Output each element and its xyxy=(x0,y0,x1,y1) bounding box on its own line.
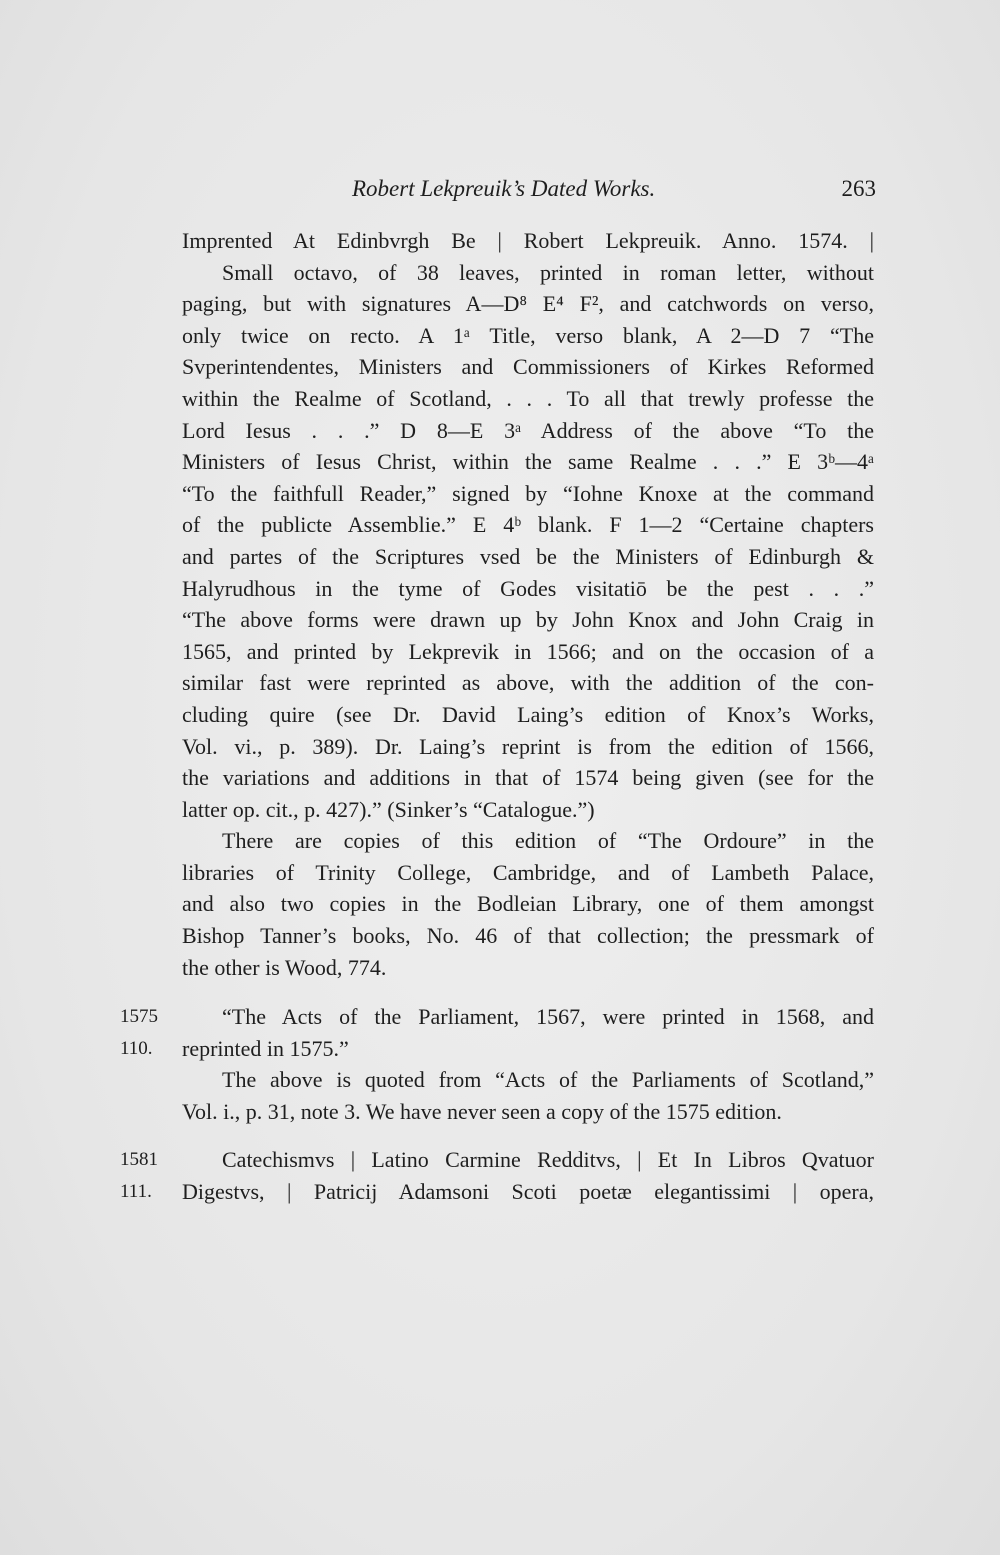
text-line: and also two copies in the Bodleian Library, one of them amongst xyxy=(182,891,874,917)
text-line: paging, but with signatures A—D⁸ E⁴ F², and catchwords on verso, xyxy=(182,291,874,317)
entry-1575-description xyxy=(182,1001,874,1127)
text-line: only twice on recto. A 1ᵃ Title, verso blank, A 2—D 7 “The xyxy=(182,322,874,348)
text-line: Ministers of Iesus Christ, within the same Realme . . .” E 3ᵇ—4ᵃ xyxy=(182,449,874,475)
text-line: Vol. i., p. 31, note 3. We have never seen a copy of the 1575 edition. xyxy=(182,1098,782,1124)
text-line: libraries of Trinity College, Cambridge, and of Lambeth Palace, xyxy=(182,859,874,885)
text-line: Small octavo, of 38 leaves, printed in roman letter, without xyxy=(222,259,874,285)
text-line: Bishop Tanner’s books, No. 46 of that collection; the pressmark of xyxy=(182,923,874,949)
text-line: The above is quoted from “Acts of the Parliaments of Scotland,” xyxy=(222,1067,874,1093)
entry-1581-number: 111. xyxy=(120,1181,152,1202)
text-line: “The above forms were drawn up by John Knox and John Craig in xyxy=(182,607,874,633)
running-head xyxy=(182,176,876,206)
text-line: the other is Wood, 774. xyxy=(182,954,387,980)
entry-1575-number: 110. xyxy=(120,1038,153,1059)
entry-1581-description xyxy=(182,1144,874,1207)
entry-1574-description xyxy=(182,225,874,983)
text-line: of the publicte Assemblie.” E 4ᵇ blank. F 1—2 “Certaine chapters xyxy=(182,512,874,538)
text-line: reprinted in 1575.” xyxy=(182,1035,349,1061)
text-line: “The Acts of the Parliament, 1567, were printed in 1568, and xyxy=(222,1004,874,1029)
text-line: Catechismvs | Latino Carmine Redditvs, | Et In Libros Qvatuor xyxy=(222,1147,874,1172)
text-line: within the Realme of Scotland, . . . To all that trewly professe the xyxy=(182,385,874,411)
text-line: Vol. vi., p. 389). Dr. Laing’s reprint is from the edition of 1566, xyxy=(182,733,874,759)
text-line: cluding quire (see Dr. David Laing’s edition of Knox’s Works, xyxy=(182,701,874,727)
text-line: latter op. cit., p. 427).” (Sinker’s “Catalogue.”) xyxy=(182,796,595,822)
text-line: Svperintendentes, Ministers and Commissioners of Kirkes Reformed xyxy=(182,354,874,380)
text-line: There are copies of this edition of “The Ordoure” in the xyxy=(222,828,874,854)
text-line: the variations and additions in that of 1574 being given (see for the xyxy=(182,765,874,791)
entry-1581-year: 1581 xyxy=(120,1149,158,1170)
entry-1575-year: 1575 xyxy=(120,1006,158,1027)
text-line: and partes of the Scriptures vsed be the Ministers of Edinburgh & xyxy=(182,543,874,569)
running-title: Robert Lekpreuik’s Dated Works. xyxy=(352,176,656,201)
text-line: Digestvs, | Patricij Adamsoni Scoti poetæ elegantissimi | opera, xyxy=(182,1178,874,1204)
text-line: Lord Iesus . . .” D 8—E 3ᵃ Address of the above “To the xyxy=(182,417,874,443)
text-line: Imprented At Edinbvrgh Be | Robert Lekpreuik. Anno. 1574. | xyxy=(182,228,874,253)
page-number: 263 xyxy=(841,176,876,201)
text-line: 1565, and printed by Lekprevik in 1566; and on the occasion of a xyxy=(182,638,874,664)
text-line: “To the faithfull Reader,” signed by “Iohne Knoxe at the command xyxy=(182,480,874,506)
text-line: similar fast were reprinted as above, with the addition of the con- xyxy=(182,670,874,696)
text-line: Halyrudhous in the tyme of Godes visitatiō be the pest . . .” xyxy=(182,575,874,601)
